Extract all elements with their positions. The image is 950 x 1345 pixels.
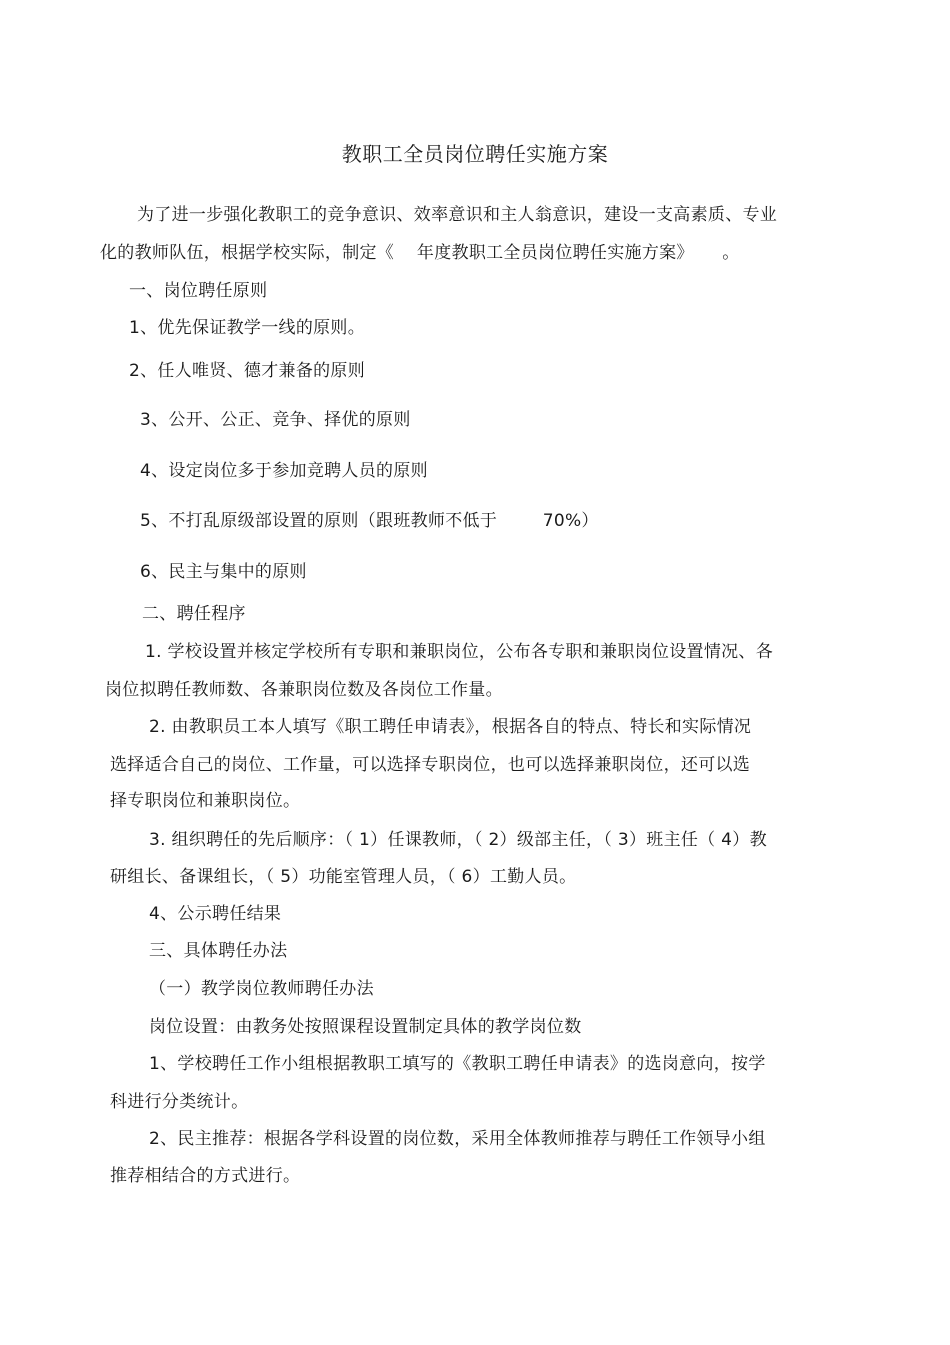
principle-5: 5、不打乱原级部设置的原则（跟班教师不低于 70%） bbox=[140, 511, 599, 531]
step-2-line-2: 选择适合自己的岗位、工作量，可以选择专职岗位，也可以选择兼职岗位，还可以选 bbox=[110, 755, 751, 775]
document-title: 教职工全员岗位聘任实施方案 bbox=[341, 142, 609, 166]
step-2-line-1: 2. 由教职员工本人填写《职工聘任申请表》，根据各自的特点、特长和实际情况 bbox=[149, 717, 752, 737]
intro-paragraph-line-2: 化的教师队伍，根据学校实际，制定《 年度教职工全员岗位聘任实施方案》 。 bbox=[100, 243, 740, 263]
post-setting-line: 岗位设置：由教务处按照课程设置制定具体的教学岗位数 bbox=[149, 1017, 582, 1037]
step-3-line-1: 3. 组织聘任的先后顺序：（ 1）任课教师，（ 2）级部主任，（ 3）班主任（ 4）教 bbox=[149, 830, 767, 850]
method-2-line-2: 推荐相结合的方式进行。 bbox=[110, 1166, 301, 1186]
step-1-line-1: 1. 学校设置并核定学校所有专职和兼职岗位，公布各专职和兼职岗位设置情况、各 bbox=[145, 642, 774, 662]
subsection-1-heading: （一）教学岗位教师聘任办法 bbox=[149, 979, 374, 999]
step-1-line-2: 岗位拟聘任教师数、各兼职岗位数及各岗位工作量。 bbox=[105, 680, 503, 700]
principle-6: 6、民主与集中的原则 bbox=[140, 562, 307, 582]
step-2-line-3: 择专职岗位和兼职岗位。 bbox=[110, 791, 301, 811]
method-2-line-1: 2、民主推荐：根据各学科设置的岗位数，采用全体教师推荐与聘任工作领导小组 bbox=[149, 1129, 766, 1149]
method-1-line-2: 科进行分类统计。 bbox=[110, 1092, 249, 1112]
step-3-line-2: 研组长、备课组长，（ 5）功能室管理人员，（ 6）工勤人员。 bbox=[110, 867, 577, 887]
section-1-heading: 一、岗位聘任原则 bbox=[129, 281, 268, 301]
intro-paragraph-line-1: 为了进一步强化教职工的竞争意识、效率意识和主人翁意识，建设一支高素质、专业 bbox=[137, 205, 778, 225]
principle-2: 2、任人唯贤、德才兼备的原则 bbox=[129, 361, 366, 381]
step-4: 4、公示聘任结果 bbox=[149, 904, 282, 924]
section-3-heading: 三、具体聘任办法 bbox=[149, 941, 288, 961]
method-1-line-1: 1、学校聘任工作小组根据教职工填写的《教职工聘任申请表》的选岗意向，按学 bbox=[149, 1054, 766, 1074]
principle-1: 1、优先保证教学一线的原则。 bbox=[129, 318, 366, 338]
principle-3: 3、公开、公正、竞争、择优的原则 bbox=[140, 410, 411, 430]
principle-4: 4、设定岗位多于参加竞聘人员的原则 bbox=[140, 461, 428, 481]
section-2-heading: 二、聘任程序 bbox=[142, 604, 246, 624]
